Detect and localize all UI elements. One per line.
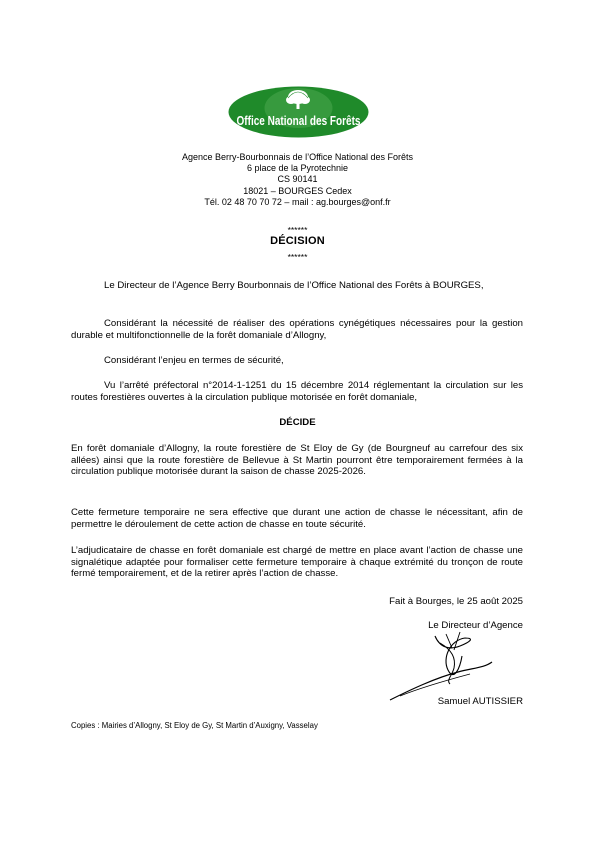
- paragraph-closure-conditions: Cette fermeture temporaire ne sera effective que durant une action de chasse le nécessitant, afin de permettre le déroulement de cette action de chasse en toute sécurité.: [71, 507, 523, 530]
- paragraph-prefectoral-order: Vu l’arrêté préfectoral n°2014-1-1251 du 15 décembre 2014 réglementant la circulation sur les routes forestières ouvertes à la circulation publique motorisée en forêt domaniale,: [71, 380, 523, 403]
- paragraph-considering-safety: Considérant l’enjeu en termes de sécurité,: [104, 355, 284, 366]
- place-and-date: Fait à Bourges, le 25 août 2025: [389, 596, 523, 607]
- separator-stars-top: ******: [287, 225, 308, 235]
- address-line-4: 18021 – BOURGES Cedex: [243, 185, 352, 196]
- signatory-role: Le Directeur d’Agence: [428, 620, 523, 631]
- address-line-2: 6 place de la Pyrotechnie: [246, 163, 349, 174]
- separator-stars-bottom: ******: [287, 252, 308, 262]
- copies-recipients: Copies : Mairies d’Allogny, St Eloy de Gy, St Martin d’Auxigny, Vasselay: [71, 721, 318, 730]
- decide-heading: DÉCIDE: [279, 417, 316, 428]
- onf-logo: [228, 86, 369, 138]
- agency-address: [0, 152, 595, 208]
- paragraph-considering-need: Considérant la nécessité de réaliser des opérations cynégétiques nécessaires pour la gestion durable et multifonctionnelle de la forêt domaniale d’Allogny,: [71, 318, 523, 341]
- svg-text:Office National des Forêts: Office National des Forêts: [236, 114, 361, 128]
- address-line-5: Tél. 02 48 70 70 72 – mail : ag.bourges@onf.fr: [204, 196, 391, 207]
- signatory-name: Samuel AUTISSIER: [437, 696, 523, 707]
- paragraph-road-closure: En forêt domaniale d’Allogny, la route forestière de St Eloy de Gy (de Bourgneuf au carrefour des six allées) ainsi que la route forestière de Bellevue à St Martin pourront être temporairement fermées à la circulation publique motorisée durant la saison de chasse 2025-2026.: [71, 443, 523, 478]
- paragraph-hunter-obligations: L’adjudicataire de chasse en forêt domaniale est chargé de mettre en place avant l’action de chasse une signalétique adaptée pour formaliser cette fermeture temporaire à chaque extrémité du tronçon de route fermé temporairement, et de la retirer après l’action de chasse.: [71, 545, 523, 580]
- paragraph-director: Le Directeur de l’Agence Berry Bourbonnais de l’Office National des Forêts à BOURGES,: [104, 280, 484, 291]
- document-title: DÉCISION: [270, 235, 325, 247]
- address-line-3: CS 90141: [277, 174, 318, 185]
- address-line-1: Agence Berry-Bourbonnais de l’Office National des Forêts: [182, 152, 413, 162]
